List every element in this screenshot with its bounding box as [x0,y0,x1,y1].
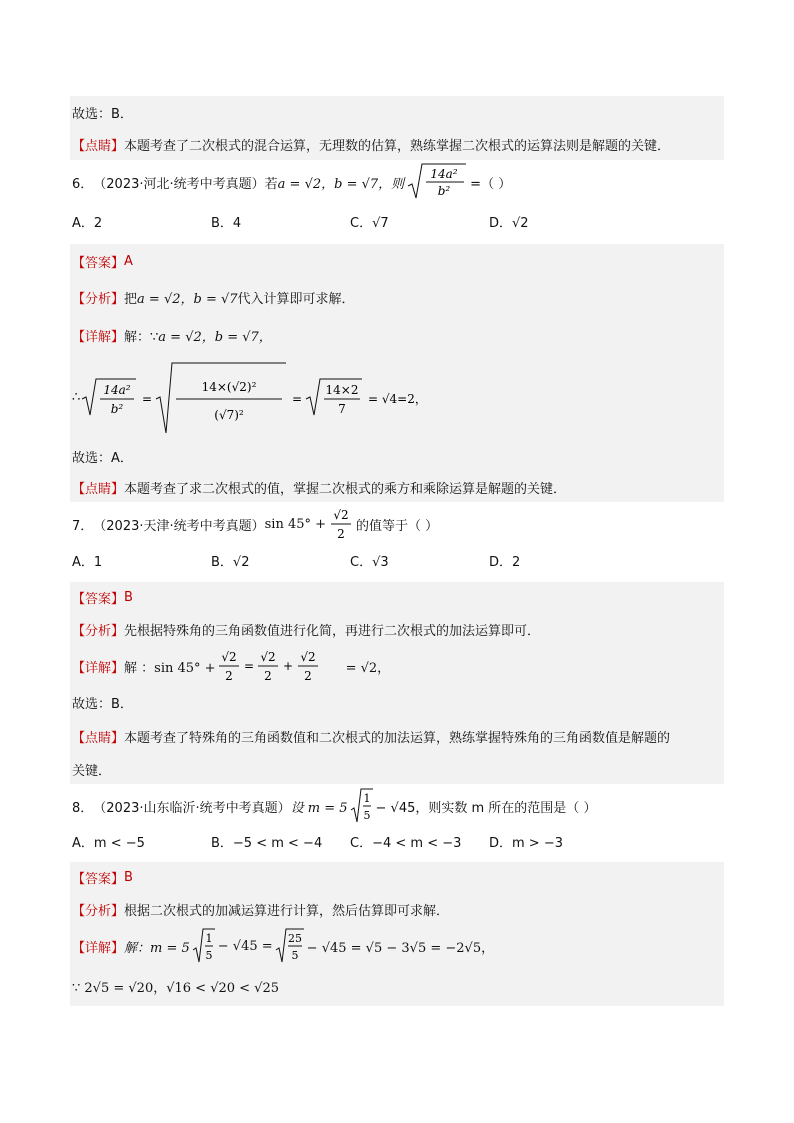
comment-tag: 【点睛】 [72,481,125,497]
comment-line [70,472,724,502]
fraction-svg [328,504,354,544]
answer-tag: 【答案】 [72,255,125,271]
detail-math: ∵ 2√5 = √20，√16 < √20 < √25 [72,980,280,996]
frac-numerator: 1 [363,792,371,805]
calc-den-1: b² [111,402,124,416]
option-d[interactable]: D．m > −3 [489,835,563,851]
sqrt-fraction-svg [192,926,216,966]
frac-denominator: 2 [303,669,312,683]
frac-denominator: 2 [224,669,233,683]
math-a: a = √2， [277,176,335,192]
frac-numerator: √2 [220,650,237,664]
answer-line [70,244,724,278]
prev-solution-block [70,96,724,160]
detail-text: 解：∵ [124,329,159,345]
question-8-solution [70,862,724,1006]
equals-sign: = [142,392,153,406]
analysis-line [70,612,724,646]
question-7-stem [70,502,724,546]
comment-text: 本题考查了二次根式的混合运算，无理数的估算，熟练掌握二次根式的运算法则是解题的关键． [124,138,671,154]
detail-math: 解 ：sin 45° + [124,660,216,676]
question-source: （2023·天津·统考中考真题） [93,518,265,534]
option-b[interactable]: B．−5 < m < −4 [211,835,323,851]
question-8-stem [70,784,724,828]
calc-den-3: 7 [338,402,347,416]
detail-tail: = √2， [345,660,391,676]
analysis-text: 根据二次根式的加减运算进行计算，然后估算即可求解． [124,903,450,919]
calc-num-3: 14×2 [325,383,359,397]
detail-line [70,646,724,686]
option-a[interactable]: A．1 [72,554,103,570]
answer-value: A [124,253,133,269]
equals-sign: = [292,392,303,406]
answer-value: B [124,589,133,605]
frac-numerator: √2 [299,650,316,664]
question-6-stem [70,160,724,204]
frac-numerator: 25 [287,932,302,945]
detail-expression-svg [216,646,346,686]
calc-den-2: (√7)² [214,408,245,422]
detail-line-continued [70,966,724,1006]
analysis-text: 代入计算即可求解． [237,291,355,307]
detail-line [70,926,724,966]
option-b[interactable]: B．4 [211,215,242,231]
prev-comment [70,128,724,160]
analysis-line [70,892,724,926]
option-c[interactable]: C．√3 [350,554,389,570]
stem-text: =（ ） [470,176,512,192]
final-answer-line: 故选：B． [72,696,133,712]
sqrt-fraction-svg [275,926,305,966]
fraction [328,504,354,544]
answer-line [70,582,724,612]
frac-denominator: b² [437,184,451,198]
option-d[interactable]: D．2 [489,554,521,570]
comment-tag: 【点睛】 [72,730,125,746]
stem-text: − √45，则实数 m 所在的范围是（ ） [375,800,597,816]
final-answer-line: 故选：A． [72,450,133,466]
question-7-solution [70,582,724,784]
question-source: （2023·山东临沂·统考中考真题） [93,800,291,816]
detail-tag: 【详解】 [72,329,125,345]
calc-num-1: 14a² [103,383,131,397]
equals-sign: = [243,659,254,673]
sqrt-fraction [275,926,305,966]
question-source: （2023·河北·统考中考真题） [93,176,265,192]
stem-math: 设 m = 5 [290,800,348,816]
analysis-text: 把 [124,291,138,307]
answer-tag: 【答案】 [72,871,125,887]
frac-denominator: 5 [205,949,213,962]
analysis-math: a = √2，b = √7 [137,291,238,307]
calculation-line [70,354,724,440]
answer-tag: 【答案】 [72,591,125,607]
analysis-text: 先根据特殊角的三角函数值进行化简，再进行二次根式的加法运算即可． [124,623,541,639]
frac-denominator: 5 [363,809,371,822]
frac-denominator: 2 [337,527,345,541]
option-b[interactable]: B．√2 [211,554,250,570]
detail-math: − √45 = [217,938,273,954]
therefore-symbol: ∴ [72,389,81,405]
option-a[interactable]: A．m < −5 [72,835,145,851]
frac-numerator: √2 [259,650,276,664]
answer-line [70,862,724,892]
question-8-options [70,828,724,854]
question-6-solution [70,244,724,502]
stem-text: 若 [264,176,278,192]
answer-value: B [124,869,133,885]
comment-text: 本题考查了求二次根式的值，掌握二次根式的乘方和乘除运算是解题的关键． [124,481,567,497]
prev-answer-line: 故选：B． [72,106,133,122]
option-d[interactable]: D．√2 [489,215,529,231]
sqrt-fraction [192,926,216,966]
question-number: 7． [72,518,94,534]
comment-line [70,718,724,754]
plus-sign: + [282,659,293,673]
detail-math: − √45 = √5 − 3√5 = −2√5， [306,940,495,956]
math-b: b = √7，则 [334,176,405,192]
question-6-options [70,204,724,238]
option-c[interactable]: C．√7 [350,215,389,231]
analysis-line [70,278,724,316]
detail-line [70,316,724,354]
stem-text: 的值等于（ ） [356,518,439,534]
calc-num-2: 14×(√2)² [201,380,257,394]
comment-text: 本题考查了特殊角的三角函数值和二次根式的加法运算，熟练掌握特殊角的三角函数值是解题的 [124,730,671,746]
question-number: 6． [72,176,94,192]
analysis-tag: 【分析】 [72,291,125,307]
option-a[interactable]: A．2 [72,215,103,231]
document-page [70,96,724,1006]
sqrt-fraction [406,162,468,202]
frac-numerator: √2 [333,508,349,522]
frac-numerator: 1 [205,932,213,945]
question-number: 8． [72,800,94,816]
question-7-options [70,546,724,574]
frac-denominator: 5 [291,949,299,962]
stem-math: sin 45° + [264,516,327,532]
calc-expression-svg [80,357,440,437]
option-c[interactable]: C．−4 < m < −3 [350,835,462,851]
detail-math: a = √2，b = √7， [158,329,272,345]
sqrt-fraction-svg [350,786,374,826]
comment-line-continued: 关键． [72,763,112,779]
detail-tag: 【详解】 [72,940,125,956]
analysis-tag: 【分析】 [72,623,125,639]
frac-denominator: 2 [263,669,272,683]
sqrt-fraction-svg [406,162,468,202]
comment-tag: 【点睛】 [72,138,125,154]
detail-tag: 【详解】 [72,660,125,676]
calc-tail: = √4=2， [368,392,428,406]
sqrt-fraction [350,786,374,826]
detail-math: 解：m = 5 [124,940,190,956]
analysis-tag: 【分析】 [72,903,125,919]
frac-numerator: 14a² [430,167,458,181]
